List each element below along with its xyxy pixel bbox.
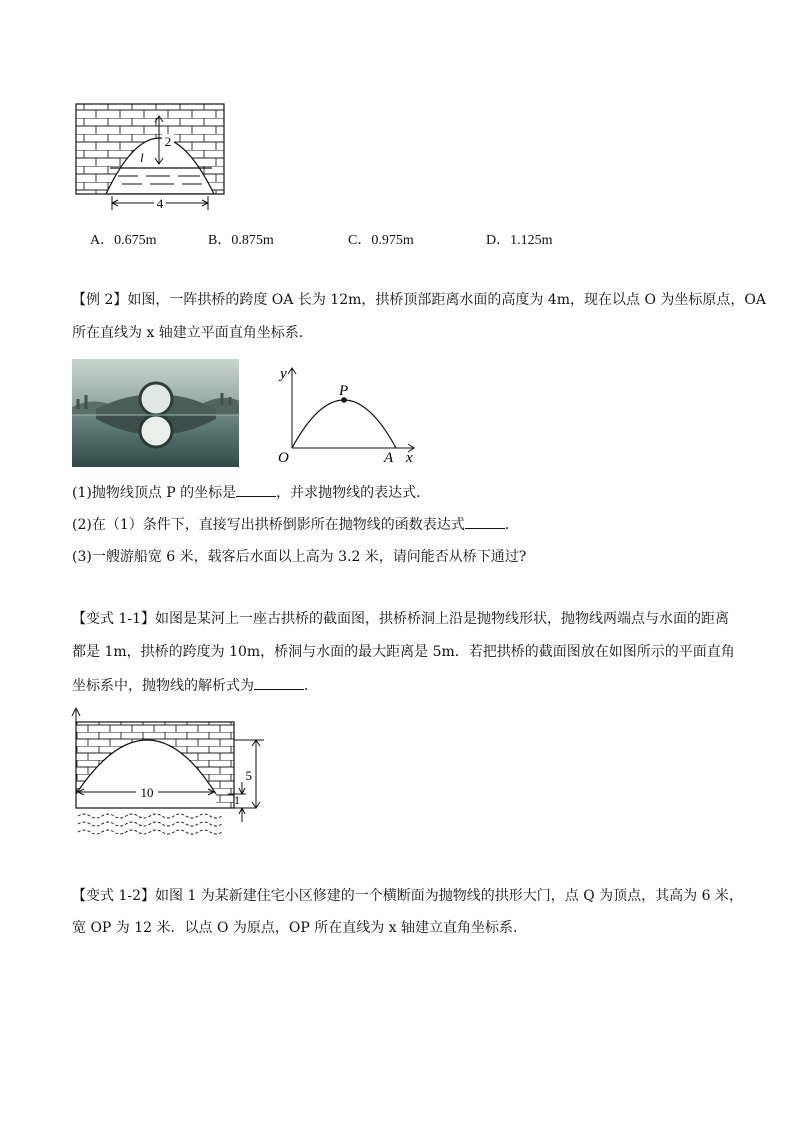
example2-line2: 所在直线为 x 轴建立平面直角坐标系． <box>72 325 313 341</box>
bridge-figure-1 <box>72 102 232 214</box>
variant11-line2: 都是 1m，拱桥的跨度为 10m，桥洞与水面的最大距离是 5m．若把拱桥的截面图放在如图所示的平面直角 <box>72 644 735 660</box>
axis-x-label: x <box>406 450 413 466</box>
option-b[interactable]: B．0.875m <box>208 233 274 248</box>
variant11-line3: 坐标系中，抛物线的解析式为 ． <box>72 675 318 696</box>
label-l: l <box>140 150 144 165</box>
dim-height-label: 2 <box>164 134 172 149</box>
axis-y-label: y <box>280 366 287 382</box>
origin-label: O <box>278 450 289 466</box>
variant12-line1: 【变式 1-2】如图 1 为某新建住宅小区修建的一个横断面为抛物线的拱形大门，点 Q 为顶点，其高为 6 米， <box>72 888 743 904</box>
dim-width-label: 4 <box>156 196 164 211</box>
example2-line1: 【例 2】如图，一阵拱桥的跨度 OA 长为 12m，拱桥顶部距离水面的高度为 4m，现在以点 O 为坐标原点，OA <box>72 292 766 308</box>
option-d[interactable]: D．1.125m <box>486 233 553 248</box>
span-label: 10 <box>140 785 154 800</box>
point-p-label: P <box>339 383 349 399</box>
option-c[interactable]: C．0.975m <box>348 233 414 248</box>
variant11-line1: 【变式 1-1】如图是某河上一座古拱桥的截面图，拱桥桥洞上沿是抛物线形状，抛物线两端点与水面的距离 <box>72 611 729 627</box>
example2-q3: (3)一艘游船宽 6 米，载客后水面以上高为 3.2 米，请问能否从桥下通过? <box>72 549 527 565</box>
bridge-figure-2 <box>66 704 276 846</box>
option-a[interactable]: A．0.675m <box>90 233 157 248</box>
offset-label: 1 <box>234 793 240 807</box>
example2-q2: (2)在（1）条件下，直接写出拱桥倒影所在抛物线的函数表达式 ． <box>72 514 519 535</box>
answer-blank[interactable] <box>236 482 276 497</box>
example2-q1: (1)抛物线顶点 P 的坐标是 ，并求抛物线的表达式． <box>72 482 430 503</box>
bridge-photo <box>72 359 239 467</box>
answer-blank[interactable] <box>254 675 304 690</box>
point-a-label: A <box>384 450 394 466</box>
height-label: 5 <box>245 768 252 783</box>
parabola-graph <box>272 362 422 468</box>
variant12-line2: 宽 OP 为 12 米．以点 O 为原点，OP 所在直线为 x 轴建立直角坐标系． <box>72 920 528 936</box>
answer-blank[interactable] <box>465 514 505 529</box>
